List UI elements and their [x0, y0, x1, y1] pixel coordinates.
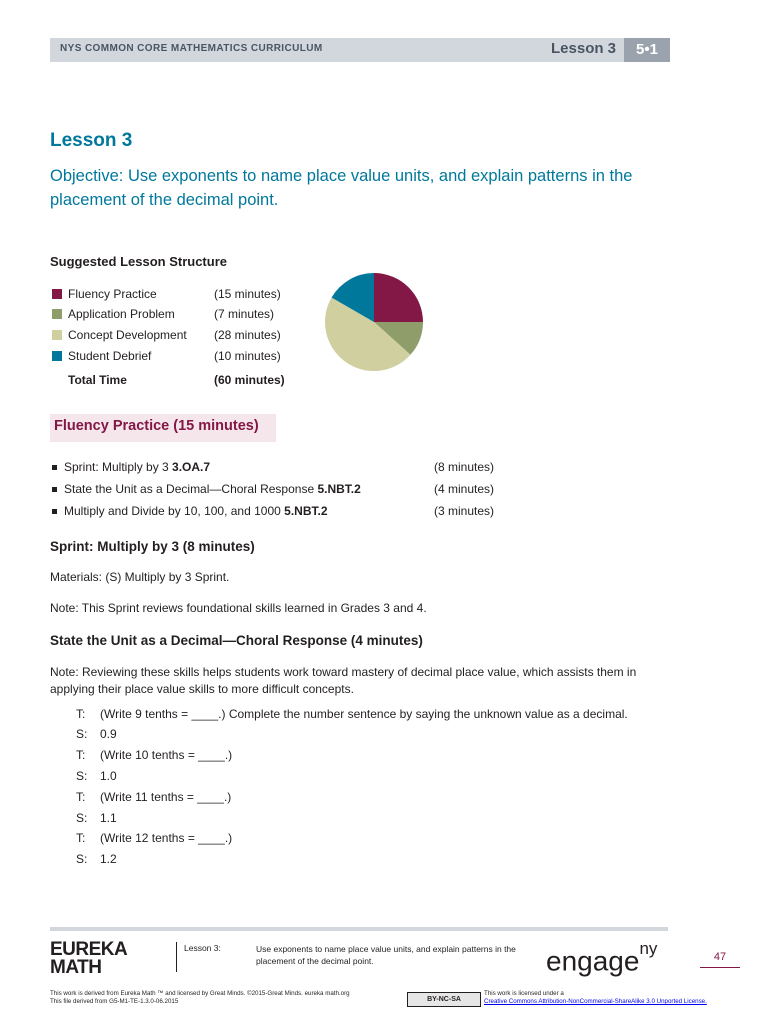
- structure-item-name: Concept Development: [68, 328, 187, 342]
- dialogue-text: (Write 11 tenths = ____.): [100, 790, 232, 804]
- speaker-label: S:: [76, 852, 88, 866]
- footer-divider: [176, 942, 177, 972]
- license-line-1: This work is licensed under a: [484, 990, 564, 997]
- structure-item-name: Fluency Practice: [68, 287, 157, 301]
- footer-lesson: Lesson 3:: [184, 943, 221, 953]
- fluency-item-text: State the Unit as a Decimal—Choral Response: [64, 482, 318, 496]
- dialogue-text: 1.1: [100, 811, 117, 825]
- dialogue-text: (Write 12 tenths = ____.): [100, 831, 233, 845]
- footer-rule: [50, 927, 668, 931]
- speaker-label: S:: [76, 769, 88, 783]
- objective-text: Objective: Use exponents to name place value units, and explain patterns in the placement of the decimal point.: [50, 167, 633, 209]
- total-label: Total Time: [68, 373, 127, 387]
- license-link[interactable]: Creative Commons Attribution-NonCommercial-ShareAlike 3.0 Unported License.: [484, 998, 707, 1005]
- logo-line-1: EUREKA: [50, 939, 128, 960]
- structure-item-minutes: (28 minutes): [214, 328, 281, 342]
- cc-license-badge: BY-NC-SA: [407, 992, 481, 1007]
- pie-slice-fluency-practice: [374, 273, 423, 322]
- page-title: Lesson 3: [50, 130, 133, 151]
- engage-text: engage: [546, 945, 640, 977]
- fluency-item-standard: 5.NBT.2: [284, 504, 328, 518]
- structure-item-name: Application Problem: [68, 307, 175, 321]
- logo-line-2: MATH: [50, 957, 102, 978]
- sprint-materials: Materials: (S) Multiply by 3 Sprint.: [50, 570, 230, 584]
- dialogue-text: 0.9: [100, 727, 117, 741]
- fluency-item-time: (3 minutes): [434, 504, 495, 518]
- fluency-item-standard: 5.NBT.2: [317, 482, 361, 496]
- dialogue-text: 1.0: [100, 769, 117, 783]
- sprint-note: Note: This Sprint reviews foundational skills learned in Grades 3 and 4.: [50, 601, 427, 615]
- structure-item-name: Student Debrief: [68, 349, 152, 363]
- curriculum-label: NYS COMMON CORE MATHEMATICS CURRICULUM: [60, 43, 323, 54]
- dialogue-text: (Write 9 tenths = ____.) Complete the number sentence by saying the unknown value as a decimal.: [100, 707, 628, 721]
- speaker-label: T:: [76, 831, 86, 845]
- speaker-label: T:: [76, 790, 86, 804]
- bullet-icon: [52, 465, 57, 470]
- structure-item-minutes: (10 minutes): [214, 349, 281, 363]
- speaker-label: S:: [76, 727, 88, 741]
- bullet-icon: [52, 509, 57, 514]
- fluency-item-text: Multiply and Divide by 10, 100, and 1000: [64, 504, 285, 518]
- footer-note-1: This work is derived from Eureka Math ™ and licensed by Great Minds. ©2015-Great Minds. eureka math.org: [50, 990, 350, 997]
- bullet-icon: [52, 487, 57, 492]
- speaker-label: T:: [76, 707, 86, 721]
- module-tag: 5•1: [624, 38, 670, 62]
- fluency-heading: Fluency Practice (15 minutes): [54, 418, 259, 434]
- legend-swatch: [52, 309, 62, 319]
- ny-text: ny: [639, 939, 658, 958]
- license-text: [484, 990, 707, 1006]
- engageny-logo: [546, 939, 658, 977]
- footer-objective: Use exponents to name place value units, and explain patterns in the placement of the decimal point.: [256, 944, 516, 966]
- choral-heading: State the Unit as a Decimal—Choral Response (4 minutes): [50, 633, 423, 648]
- fluency-item-standard: 3.OA.7: [172, 460, 211, 474]
- dialogue-text: (Write 10 tenths = ____.): [100, 748, 233, 762]
- fluency-item-text: Sprint: Multiply by 3: [64, 460, 173, 474]
- structure-heading: Suggested Lesson Structure: [50, 254, 227, 269]
- legend-swatch: [52, 289, 62, 299]
- legend-swatch: [52, 330, 62, 340]
- footer-note-2: This file derived from G5-M1-TE-1.3.0-06.2015: [50, 998, 179, 1005]
- page-number: 47: [713, 951, 727, 963]
- page-number-underline: [700, 967, 740, 968]
- choral-note: Note: Reviewing these skills helps students work toward mastery of decimal place value, which assists them in applying their place value skills to more difficult concepts.: [50, 665, 637, 696]
- dialogue-text: 1.2: [100, 852, 117, 866]
- sprint-heading: Sprint: Multiply by 3 (8 minutes): [50, 539, 255, 554]
- legend-swatch: [52, 351, 62, 361]
- speaker-label: S:: [76, 811, 88, 825]
- header-lesson: Lesson 3: [551, 40, 617, 57]
- total-minutes: (60 minutes): [214, 373, 285, 387]
- fluency-item-time: (8 minutes): [434, 460, 495, 474]
- speaker-label: T:: [76, 748, 86, 762]
- eureka-math-logo: [50, 941, 127, 977]
- lesson-structure-pie-chart: [320, 268, 428, 376]
- structure-item-minutes: (7 minutes): [214, 307, 275, 321]
- structure-item-minutes: (15 minutes): [214, 287, 281, 301]
- fluency-item-time: (4 minutes): [434, 482, 495, 496]
